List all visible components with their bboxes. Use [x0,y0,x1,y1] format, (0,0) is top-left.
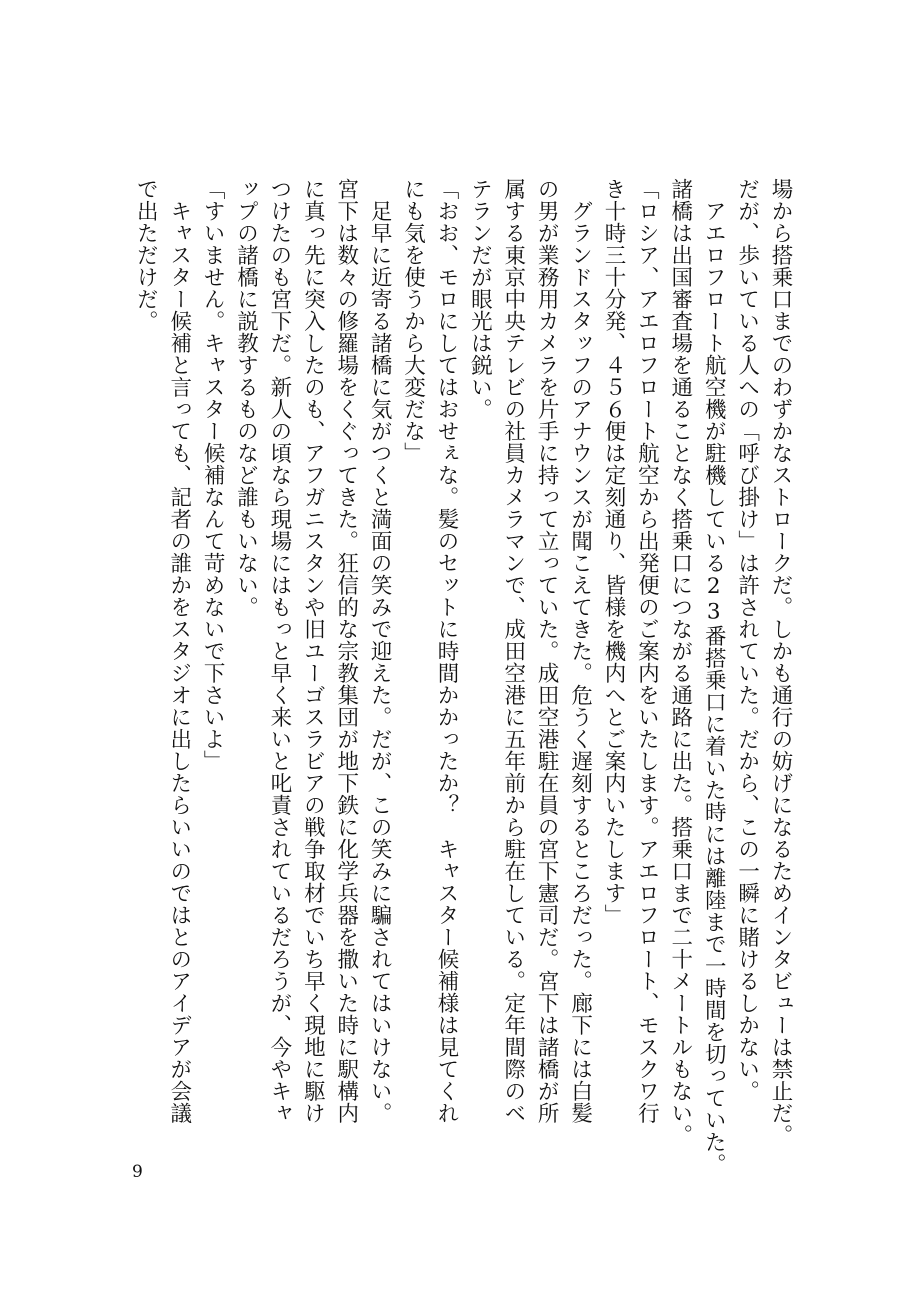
text-line: に真っ先に突入したのも、アフガニスタンや旧ユーゴスラビアの戦争取材でいち早く現地に駆け [300,178,326,1124]
text-line: の男が業務用カメラを片手に持って立っていた。成田空港駐在員の宮下憲司だ。宮下は諸橋が所 [534,178,560,1124]
text-line: 「ロシア、アエロフロート航空から出発便のご案内をいたします。アエロフロート、モスクワ行 [634,178,660,1124]
body-text [97,178,797,1178]
text-line: グランドスタッフのアナウンスが聞こえてきた。危うく遅刻するところだった。廊下には白髪 [567,178,593,1124]
text-line: キャスター候補と言っても、記者の誰かをスタジオに出したらいいのではとのアイデアが会議 [166,178,192,1124]
text-line: 宮下は数々の修羅場をくぐってきた。狂信的な宗教集団が地下鉄に化学兵器を撒いた時に駅構内 [333,178,359,1124]
text-line: 諸橋は出国審査場を通ることなく搭乗口につながる通路に出た。搭乗口まで二十メートルもない。 [667,178,693,1146]
text-line: 「おお、モロにしてはおせぇな。髪のセットに時間かかったか？ キャスター候補様は見てくれ [433,178,459,1124]
text-line: アエロフロート航空機が駐機している23番搭乗口に着いた時には離陸まで一時間を切っていた。 [701,178,727,1175]
text-line: 場から搭乗口までのわずかなストロークだ。しかも通行の妨げになるためインタビューは禁止だ。 [768,178,793,1146]
text-line: にも気を使うから大変だな」 [400,178,426,464]
text-line: ップの諸橋に説教するものなど誰もいない。 [233,178,259,618]
text-line: で出ただけだ。 [133,178,159,332]
text-line: つけたのも宮下だ。新人の頃なら現場にはもっと早く来いと叱責されているだろうが、今やキャ [266,178,292,1124]
text-line: だが、歩いている人への「呼び掛け」は許されていた。だから、この一瞬に賭けるしかない。 [734,178,760,1102]
text-line: き十時三十分発、４５６便は定刻通り、皆様を機内へとご案内いたします」 [600,178,626,926]
page-number: 9 [132,1162,143,1182]
text-line: 足早に近寄る諸橋に気がつくと満面の笑みで迎えた。だが、この笑みに騙されてはいけない。 [367,178,393,1124]
text-line: 「すいません。キャスター候補なんて苛めないで下さいよ」 [200,178,226,772]
text-line: 属する東京中央テレビの社員カメラマンで、成田空港に五年前から駐在している。定年間際のベ [500,178,526,1124]
text-line: テランだが眼光は鋭い。 [467,178,493,420]
